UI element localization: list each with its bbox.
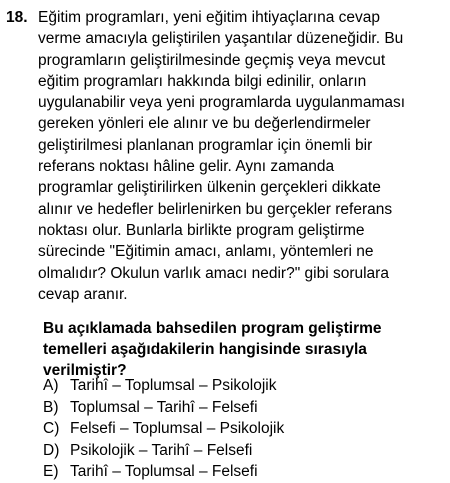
question-number: 18. xyxy=(6,9,28,26)
option-e[interactable] xyxy=(43,461,284,483)
option-label: E) xyxy=(43,463,59,480)
passage-line: programların geliştirilmesinde geçmiş veya mevcut xyxy=(38,51,386,69)
passage-line: cevap aranır. xyxy=(38,285,128,303)
passage-line: gereken yönleri ele alınır ve bu değerlendirmeler xyxy=(38,115,371,133)
passage-line: uygulanabilir veya yeni programlarda uygulanmaması xyxy=(38,94,406,112)
passage-line: geliştirilmesi planlanan programlar için önemli bir xyxy=(38,136,373,154)
option-a[interactable] xyxy=(43,375,284,397)
passage-line: programlar geliştirilirken ülkenin gerçekleri dikkate xyxy=(38,179,381,197)
passage-line: olmalıdır? Okulun varlık amacı nedir?" gibi sorulara xyxy=(38,264,389,282)
option-label: B) xyxy=(43,398,59,416)
passage-line: noktası olur. Bunlarla birlikte program geliştirme xyxy=(38,221,365,239)
question-stem xyxy=(43,318,443,381)
stem-line: temelleri aşağıdakilerin hangisinde sırasıyla xyxy=(43,341,367,358)
stem-line: Bu açıklamada bahsedilen program geliştirme xyxy=(43,320,382,337)
option-text: Tarihî – Toplumsal – Psikolojik xyxy=(70,377,277,394)
answer-options xyxy=(43,375,284,483)
option-text: Toplumsal – Tarihî – Felsefi xyxy=(70,398,258,416)
passage-line: referans noktası hâline gelir. Aynı zamanda xyxy=(38,158,335,176)
passage-line: alınır ve hedefler belirlenirken bu gerçekler referans xyxy=(38,200,393,218)
option-text: Felsefi – Toplumsal – Psikolojik xyxy=(70,420,285,437)
option-b[interactable] xyxy=(43,397,284,419)
option-text: Tarihî – Toplumsal – Felsefi xyxy=(70,463,258,480)
option-c[interactable] xyxy=(43,418,284,440)
option-d[interactable] xyxy=(43,440,284,462)
stem-line: verilmiştir? xyxy=(43,362,127,379)
passage-line: verme amacıyla geliştirilen yaşantılar düzeneğidir. Bu xyxy=(38,30,404,48)
passage-line: eğitim programları hakkında bilgi edinilir, onların xyxy=(38,72,367,90)
option-label: A) xyxy=(43,377,59,394)
question-passage xyxy=(38,7,450,305)
option-label: D) xyxy=(43,441,60,459)
option-label: C) xyxy=(43,420,60,437)
option-text: Psikolojik – Tarihî – Felsefi xyxy=(70,441,253,459)
passage-line: Eğitim programları, yeni eğitim ihtiyaçlarına cevap xyxy=(38,9,380,26)
passage-line: sürecinde "Eğitimin amacı, anlamı, yöntemleri ne xyxy=(38,243,374,261)
